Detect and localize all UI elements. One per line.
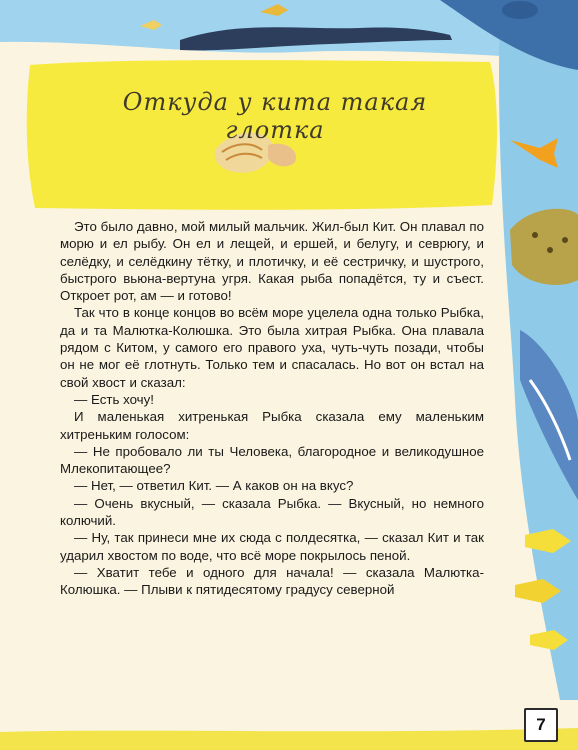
bottom-yellow-strip [0,728,578,750]
paragraph: — Ну, так принеси мне их сюда с полдесятка, — сказал Кит и так ударил хвостом по воде, что всё море покрылось пеной. [60,530,484,563]
paragraph: — Есть хочу! [74,391,154,407]
story-text [60,218,484,599]
paragraph: — Очень вкусный, — сказала Рыбка. — Вкусный, но немного колючий. [60,495,484,529]
paragraph: И маленькая хитренькая Рыбка сказала ему маленьким хитреньким голосом: [60,409,484,442]
paragraph: — Хватит тебе и одного для начала! — сказала Малютка-Колюшка. — Плыви к пятидесятому градусу северной [60,564,484,598]
paragraph: Так что в конце концов во всём море уцелела одна только Рыбка, да и та Малютка-Колюшка. Это была хитрая Рыбка. Она плавала рядом с Китом, у самого его правого уха, чуть-чуть позади, чтобы он не мог её глотнуть. Только тем и спасалась. Но вот он встал на свой хвост и сказал: [60,305,484,390]
paragraph: Это было давно, мой милый мальчик. Жил-был Кит. Он плавал по морю и ел рыбу. Он ел и лещей, и ершей, и белугу, и севрюгу, и селёдку, и селёдкину тётку, и плотичку, и её сестричку, и шустрого, быстрого вьюна-вертуна угря. Какая рыба попадётся, ту и съест. Откроет рот, ам — и готово! [60,219,484,304]
page-number: 7 [524,708,558,742]
paragraph: — Не пробовало ли ты Человека, благородное и великодушное Млекопитающее? [60,443,484,477]
page-title: Откуда у кита такая глотка [122,88,428,144]
paragraph: — Нет, — ответил Кит. — А каков он на вкус? [74,478,354,494]
